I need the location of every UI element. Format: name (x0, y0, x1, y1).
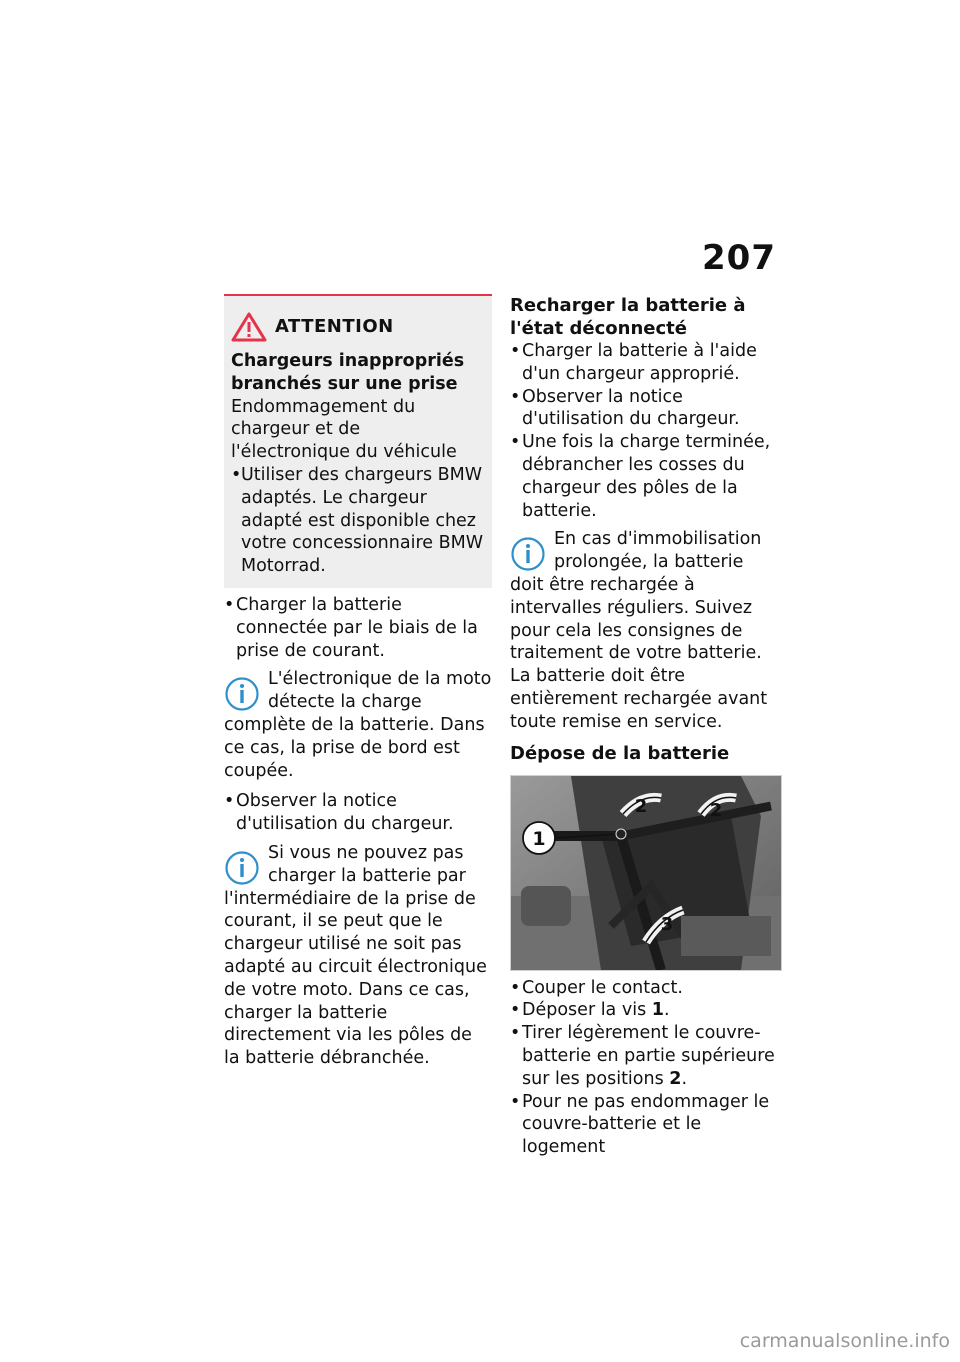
info-icon (510, 536, 546, 572)
right-column (510, 294, 782, 1159)
info-note (224, 668, 492, 782)
page-number: 207 (702, 238, 776, 278)
step-reference: 2 (669, 1068, 682, 1089)
warning-list-item: • Utiliser des chargeurs BMW adaptés. Le chargeur adapté est disponible chez votre concessionnaire BMW Motorrad. (231, 464, 484, 578)
list-item (510, 999, 782, 1022)
warning-header (231, 312, 484, 342)
info-icon (224, 850, 260, 886)
instruction-list (510, 340, 782, 522)
warning-box (224, 294, 492, 588)
section-heading: Dépose de la batterie (510, 742, 730, 764)
warning-title: ATTENTION (275, 315, 394, 337)
warning-list (231, 464, 484, 578)
info-note (224, 842, 492, 1070)
list-item: • Observer la notice d'utilisation du chargeur. (224, 790, 492, 836)
list-item: • Charger la batterie à l'aide d'un chargeur approprié. (510, 340, 782, 386)
list-item: • Couper le contact. (510, 977, 782, 1000)
left-column (224, 294, 492, 1078)
motorcycle-frame-illustration (511, 776, 781, 970)
warning-triangle-icon (231, 312, 267, 342)
list-item: • Observer la notice d'utilisation du chargeur. (510, 386, 782, 432)
section-heading: Recharger la batterie à l'état déconnecté (510, 295, 746, 339)
battery-removal-figure (510, 775, 782, 971)
figure-label-1: 1 (532, 827, 546, 850)
warning-description: Endommagement du chargeur et de l'électronique du véhicule (231, 396, 457, 463)
instruction-list (224, 594, 492, 662)
step-end: . (663, 1000, 670, 1021)
figure-label-3: 3 (660, 913, 674, 935)
info-note-text: L'électronique de la moto détecte la charge complète de la batterie. Dans ce cas, la prise de bord est coupée. (224, 669, 492, 781)
info-note-text: Si vous ne pouvez pas charger la batterie par l'intermédiaire de la prise de courant, il se peut que le chargeur utilisé ne soit pas adapté au circuit électronique de votre moto. Dans ce cas, charger la batterie directement via les pôles de la batterie débranchée. (224, 842, 487, 1069)
info-icon (224, 676, 260, 712)
info-note-text: En cas d'immobilisation prolongée, la batterie doit être rechargée à intervalles réguliers. Suivez pour cela les consignes de traitement de votre batterie. La batterie doit être entièrement rechargée avant toute remise en service. (510, 529, 768, 732)
step-end: . (681, 1068, 688, 1089)
list-item (510, 1022, 782, 1090)
list-item: • Une fois la charge terminée, débrancher les cosses du chargeur des pôles de la batterie. (510, 431, 782, 522)
watermark: carmanualsonline.info (739, 1330, 950, 1352)
step-text: Déposer la vis (522, 1000, 652, 1021)
figure-label-2b: 2 (709, 799, 723, 821)
info-note (510, 528, 782, 733)
list-item: • Charger la batterie connectée par le biais de la prise de courant. (224, 594, 492, 662)
instruction-list (224, 790, 492, 836)
step-reference: 1 (651, 1000, 664, 1021)
warning-subtitle: Chargeurs inappropriés branchés sur une prise (231, 351, 465, 394)
list-item: • Pour ne pas endommager le couvre-batterie et le logement (510, 1091, 782, 1159)
step-text: Tirer légèrement le couvre-batterie en partie supérieure sur les positions (522, 1023, 775, 1089)
removal-steps (510, 977, 782, 1159)
figure-label-2a: 2 (634, 795, 648, 817)
